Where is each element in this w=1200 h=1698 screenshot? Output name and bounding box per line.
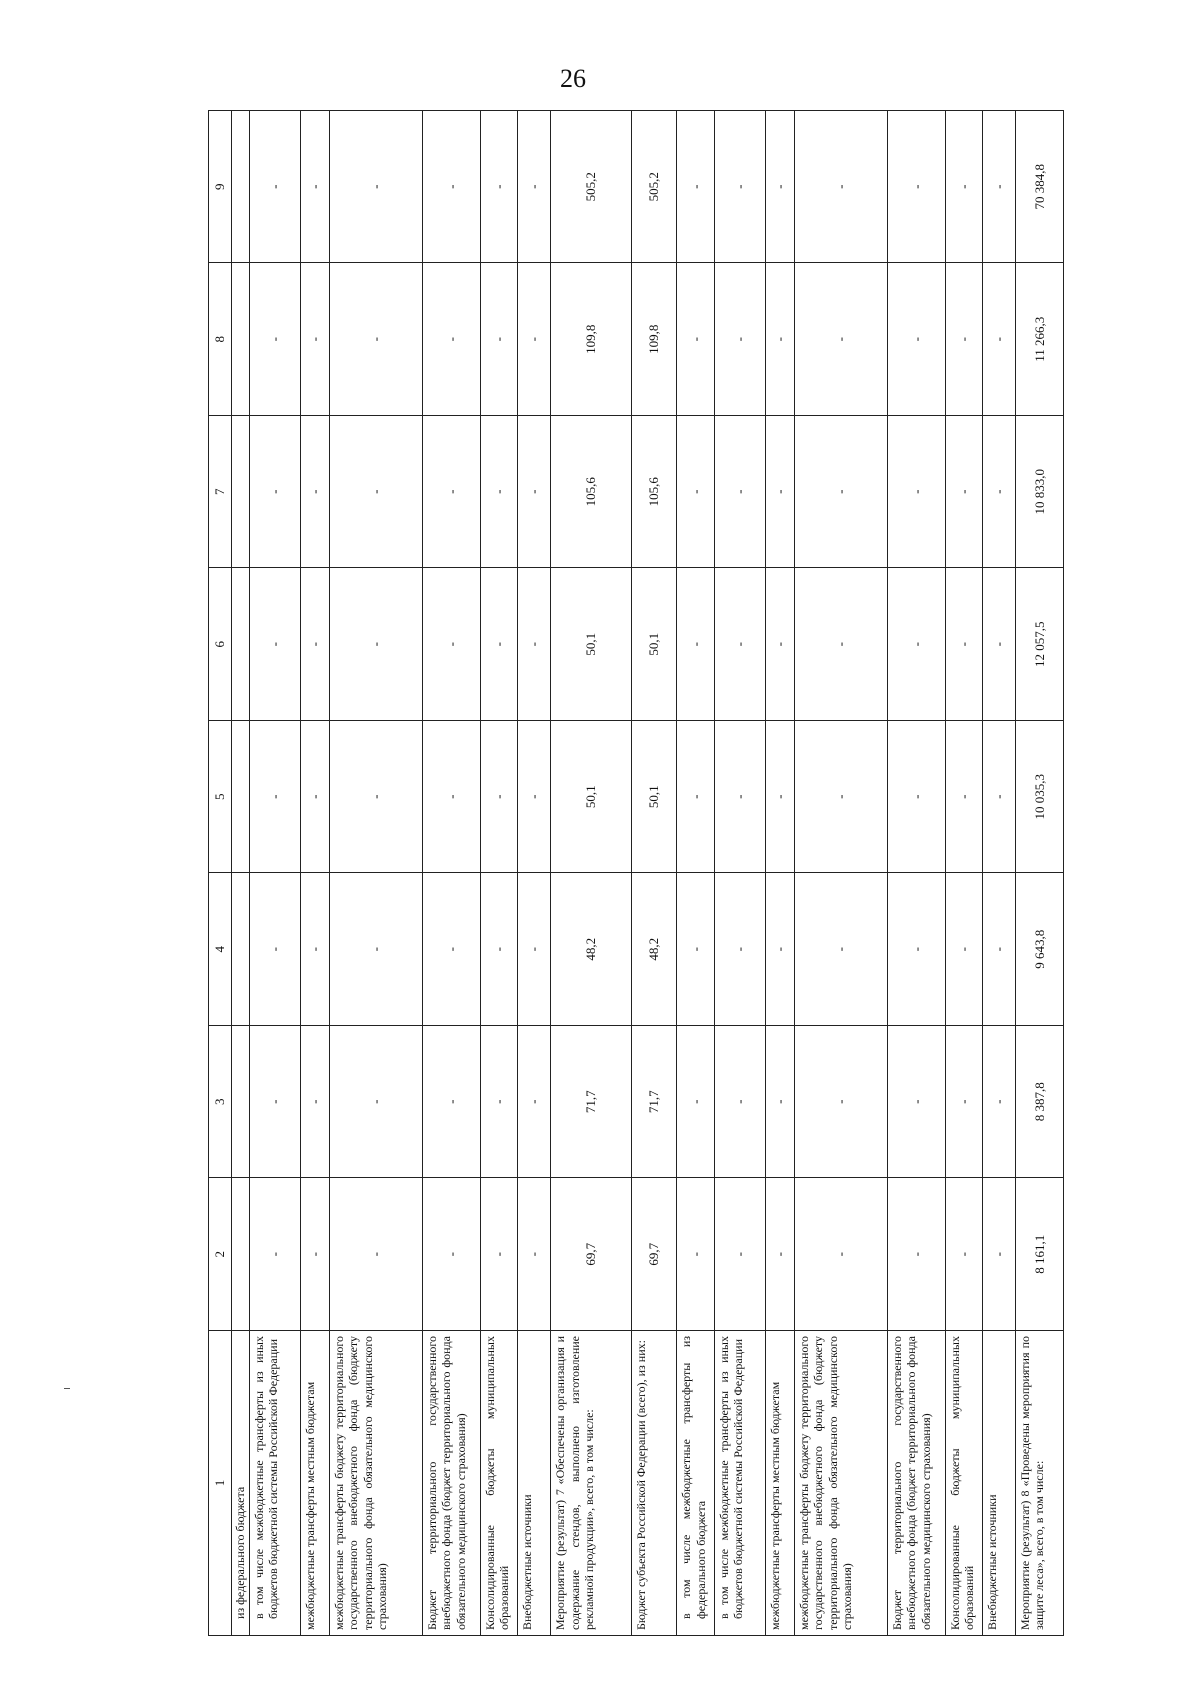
table-cell: -	[330, 568, 423, 721]
table-cell: -	[481, 873, 518, 1026]
row-label: в том числе межбюджетные трансферты из иных бюджетов бюджетной системы Российской Федерации	[249, 1331, 301, 1636]
table-cell: -	[795, 111, 888, 264]
table-cell: -	[888, 1026, 946, 1179]
column-header: 9	[209, 111, 232, 264]
table-cell: -	[330, 263, 423, 416]
table-cell: -	[677, 873, 714, 1026]
table-cell: -	[983, 721, 1016, 874]
table-row	[946, 111, 983, 1636]
table-cell: -	[518, 568, 551, 721]
table-cell: -	[518, 721, 551, 874]
page-number: 26	[560, 64, 586, 93]
table-row	[632, 111, 677, 1636]
row-label: Бюджет субъекта Российской Федерации (всего), из них:	[632, 1331, 677, 1636]
table-row	[983, 111, 1016, 1636]
table-cell: -	[888, 111, 946, 264]
table-cell: 10 833,0	[1016, 416, 1064, 569]
table-cell: -	[795, 1026, 888, 1179]
table-cell: -	[795, 416, 888, 569]
table-cell: -	[888, 416, 946, 569]
table-cell: -	[766, 111, 795, 264]
table-cell: -	[677, 263, 714, 416]
table-cell: -	[766, 873, 795, 1026]
table-cell: -	[249, 1026, 301, 1179]
table-cell: -	[249, 1178, 301, 1331]
table-cell: -	[795, 873, 888, 1026]
table-row	[423, 111, 481, 1636]
table-cell: -	[714, 568, 766, 721]
table-cell: -	[795, 568, 888, 721]
table-cell: 50,1	[551, 721, 632, 874]
table-cell: -	[518, 1026, 551, 1179]
table-row	[1016, 111, 1064, 1636]
table-cell: -	[330, 416, 423, 569]
column-header: 1	[209, 1331, 232, 1636]
table-cell: -	[677, 416, 714, 569]
table-cell: -	[983, 1026, 1016, 1179]
table-cell: -	[301, 416, 330, 569]
table-cell: -	[714, 263, 766, 416]
table-cell: -	[714, 416, 766, 569]
table-cell: -	[518, 416, 551, 569]
table-cell: -	[301, 721, 330, 874]
table-cell: -	[423, 1178, 481, 1331]
table-cell: -	[481, 721, 518, 874]
row-label: Консолидированные бюджеты муниципальных образований	[946, 1331, 983, 1636]
table-cell	[232, 111, 250, 264]
row-label: Мероприятие (результат) 7 «Обеспечены организация и содержание стендов, выполнено изготовление рекламной продукции», всего, в том числе:	[551, 1331, 632, 1636]
table-cell: -	[795, 263, 888, 416]
row-label: Внебюджетные источники	[983, 1331, 1016, 1636]
table-cell: 505,2	[551, 111, 632, 264]
table-cell: -	[518, 1178, 551, 1331]
row-label: межбюджетные трансферты местным бюджетам	[301, 1331, 330, 1636]
table-cell: -	[888, 873, 946, 1026]
table-cell: -	[888, 721, 946, 874]
row-label: межбюджетные трансферты местным бюджетам	[766, 1331, 795, 1636]
scan-artifact	[64, 1388, 70, 1389]
table-cell: -	[481, 568, 518, 721]
table-row	[232, 111, 250, 1636]
row-label: в том числе межбюджетные трансферты из федерального бюджета	[677, 1331, 714, 1636]
table-cell: 105,6	[551, 416, 632, 569]
table-cell: 48,2	[551, 873, 632, 1026]
table-cell: -	[481, 1178, 518, 1331]
table-cell: -	[423, 263, 481, 416]
table-cell: -	[888, 1178, 946, 1331]
table-cell: 109,8	[551, 263, 632, 416]
table-cell: -	[301, 263, 330, 416]
table-cell: -	[423, 873, 481, 1026]
table-cell: -	[766, 263, 795, 416]
table-cell: -	[795, 1178, 888, 1331]
table-cell: -	[301, 873, 330, 1026]
column-header: 3	[209, 1026, 232, 1179]
header-row	[209, 111, 232, 1636]
table-cell: 69,7	[551, 1178, 632, 1331]
table-row	[795, 111, 888, 1636]
table-cell: -	[714, 1026, 766, 1179]
table-cell: -	[946, 568, 983, 721]
table-cell: 50,1	[551, 568, 632, 721]
table-cell: 109,8	[632, 263, 677, 416]
row-label: Мероприятие (результат) 8 «Проведены мероприятия по защите леса», всего, в том числе:	[1016, 1331, 1064, 1636]
table-cell: 12 057,5	[1016, 568, 1064, 721]
table-cell: 8 161,1	[1016, 1178, 1064, 1331]
table-row	[888, 111, 946, 1636]
row-label: Бюджет территориального государственного внебюджетного фонда (бюджет территориального фонда обязательного медицинского страхования)	[888, 1331, 946, 1636]
table-cell: -	[983, 1178, 1016, 1331]
table-cell: -	[946, 1026, 983, 1179]
table-cell: 50,1	[632, 721, 677, 874]
table-cell: -	[249, 568, 301, 721]
table-cell: -	[423, 416, 481, 569]
table-cell: -	[330, 111, 423, 264]
table-cell: -	[946, 111, 983, 264]
table-cell: -	[795, 721, 888, 874]
table-cell: -	[714, 111, 766, 264]
table-cell: -	[946, 1178, 983, 1331]
table-cell: -	[330, 1026, 423, 1179]
table-cell: -	[249, 263, 301, 416]
table-cell: -	[983, 873, 1016, 1026]
table-cell: -	[518, 111, 551, 264]
table-row	[766, 111, 795, 1636]
table-cell: -	[423, 111, 481, 264]
table-cell: 48,2	[632, 873, 677, 1026]
table-cell	[232, 1178, 250, 1331]
table-cell: -	[301, 111, 330, 264]
table-cell: -	[330, 1178, 423, 1331]
table-cell: -	[677, 1026, 714, 1179]
table-cell: -	[946, 263, 983, 416]
column-header: 8	[209, 263, 232, 416]
column-header: 2	[209, 1178, 232, 1331]
table-row	[330, 111, 423, 1636]
table-cell: -	[423, 568, 481, 721]
table-cell: -	[301, 1026, 330, 1179]
table-cell: -	[677, 568, 714, 721]
table-cell: -	[946, 721, 983, 874]
table-row	[481, 111, 518, 1636]
table-row	[551, 111, 632, 1636]
table-cell: 11 266,3	[1016, 263, 1064, 416]
row-label: межбюджетные трансферты бюджету территориального государственного внебюджетного фонда (бюджету территориального фонда обязательного медицинского страхования)	[330, 1331, 423, 1636]
table-cell: -	[983, 263, 1016, 416]
table-cell: -	[423, 1026, 481, 1179]
table-cell	[232, 1026, 250, 1179]
row-label: из федерального бюджета	[232, 1331, 250, 1636]
table-row	[677, 111, 714, 1636]
table-cell: -	[518, 263, 551, 416]
table-cell: -	[301, 1178, 330, 1331]
table-cell: -	[249, 416, 301, 569]
table-cell: -	[888, 568, 946, 721]
table-cell: -	[481, 416, 518, 569]
table-cell: 70 384,8	[1016, 111, 1064, 264]
table-cell: -	[983, 416, 1016, 569]
table-cell: -	[714, 721, 766, 874]
table-cell: -	[714, 873, 766, 1026]
table-cell: -	[481, 263, 518, 416]
table-cell: -	[330, 721, 423, 874]
table-cell: -	[766, 721, 795, 874]
column-header: 4	[209, 873, 232, 1026]
table-cell: -	[301, 568, 330, 721]
table-cell: -	[481, 1026, 518, 1179]
table-cell: 9 643,8	[1016, 873, 1064, 1026]
column-header: 5	[209, 721, 232, 874]
table-cell: -	[946, 416, 983, 569]
table-cell: -	[983, 568, 1016, 721]
table-cell: -	[714, 1178, 766, 1331]
table-row	[249, 111, 301, 1636]
table-cell: 69,7	[632, 1178, 677, 1331]
table-cell: 71,7	[551, 1026, 632, 1179]
column-header: 6	[209, 568, 232, 721]
column-header: 7	[209, 416, 232, 569]
table-cell	[232, 416, 250, 569]
table-cell: -	[766, 1178, 795, 1331]
table-cell: -	[766, 416, 795, 569]
table-row	[301, 111, 330, 1636]
row-label: межбюджетные трансферты бюджету территориального государственного внебюджетного фонда (бюджету территориального фонда обязательного медицинского страхования)	[795, 1331, 888, 1636]
table-cell: -	[677, 111, 714, 264]
table-cell: -	[677, 721, 714, 874]
table-row	[714, 111, 766, 1636]
table-cell: -	[249, 873, 301, 1026]
table-cell: -	[481, 111, 518, 264]
table-cell: -	[677, 1178, 714, 1331]
table-cell: 50,1	[632, 568, 677, 721]
table-cell: -	[766, 568, 795, 721]
table-cell: -	[518, 873, 551, 1026]
table-cell	[232, 721, 250, 874]
rotated-table-container	[208, 111, 1064, 1636]
table-cell: -	[983, 111, 1016, 264]
table-cell: -	[946, 873, 983, 1026]
table-cell: 505,2	[632, 111, 677, 264]
table-cell: 105,6	[632, 416, 677, 569]
table-cell: -	[330, 873, 423, 1026]
table-cell: -	[766, 1026, 795, 1179]
budget-table	[208, 110, 1064, 1636]
table-cell: 10 035,3	[1016, 721, 1064, 874]
row-label: в том числе межбюджетные трансферты из иных бюджетов бюджетной системы Российской Федерации	[714, 1331, 766, 1636]
table-cell: -	[249, 111, 301, 264]
table-cell: -	[888, 263, 946, 416]
table-cell: -	[249, 721, 301, 874]
row-label: Консолидированные бюджеты муниципальных образований	[481, 1331, 518, 1636]
table-cell	[232, 873, 250, 1026]
table-cell	[232, 568, 250, 721]
table-cell: -	[423, 721, 481, 874]
table-row	[518, 111, 551, 1636]
table-cell: 8 387,8	[1016, 1026, 1064, 1179]
table-cell	[232, 263, 250, 416]
row-label: Внебюджетные источники	[518, 1331, 551, 1636]
table-cell: 71,7	[632, 1026, 677, 1179]
row-label: Бюджет территориального государственного внебюджетного фонда (бюджет территориального фонда обязательного медицинского страхования)	[423, 1331, 481, 1636]
